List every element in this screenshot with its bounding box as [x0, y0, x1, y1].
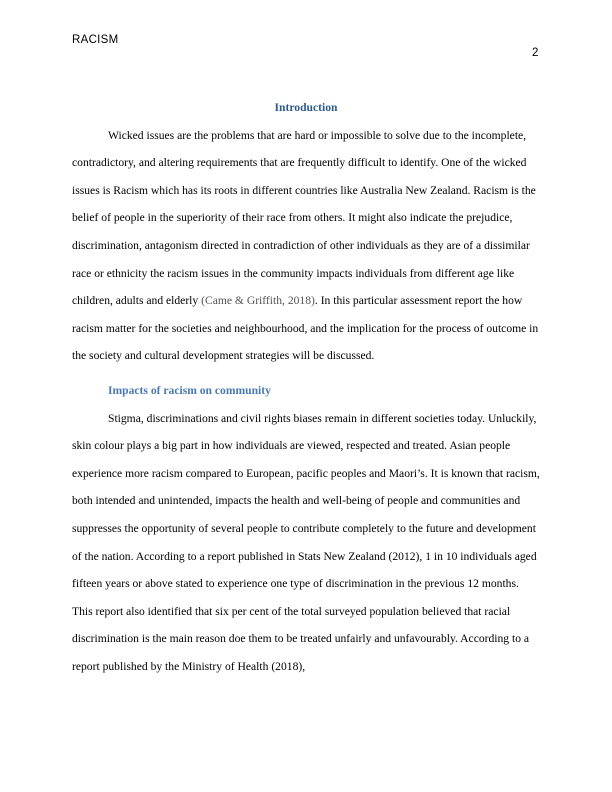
- page-number: 2: [532, 47, 539, 59]
- introduction-text-part1: Wicked issues are the problems that are hard or impossible to solve due to the incomplete, contradictory, and altering requirements that are frequently difficult to identify. One of the wicked issues is Racism which has its roots in different countries like Australia New Zealand. Racism is the belief of people in the superiority of their race from others. It might also indicate the prejudice, discrimination, antagonism directed in contradiction of other individuals as they are of a dissimilar race or ethnicity the racism issues in the community impacts individuals from different age like children, adults and elderly: [72, 128, 536, 308]
- running-head: RACISM: [72, 34, 119, 46]
- document-body: [72, 94, 540, 680]
- impacts-heading: Impacts of racism on community: [108, 383, 271, 397]
- impacts-paragraph: Stigma, discriminations and civil rights biases remain in different societies today. Unluckily, skin colour plays a big part in how individuals are viewed, respected and treated. Asian people experience more racism compared to European, pacific peoples and Maori’s. It is known that racism, both intended and unintended, impacts the health and well-being of people and communities and suppresses the opportunity of several people to contribute completely to the future and development of the nation. According to a report published in Stats New Zealand (2012), 1 in 10 individuals aged fifteen years or above stated to experience one type of discrimination in the previous 12 months. This report also identified that six per cent of the total surveyed population believed that racial discrimination is the main reason doe them to be treated unfairly and unfavourably. According to a report published by the Ministry of Health (2018),: [72, 411, 540, 673]
- introduction-paragraph: [72, 122, 540, 370]
- introduction-heading: Introduction: [274, 101, 338, 114]
- citation: (Came & Griffith, 2018): [201, 294, 315, 308]
- introduction-text-part2: . In this particular assessment report the how racism matter for the societies and neighbourhood, and the implication for the process of outcome in the society and cultural development strategies will be discussed.: [72, 294, 539, 363]
